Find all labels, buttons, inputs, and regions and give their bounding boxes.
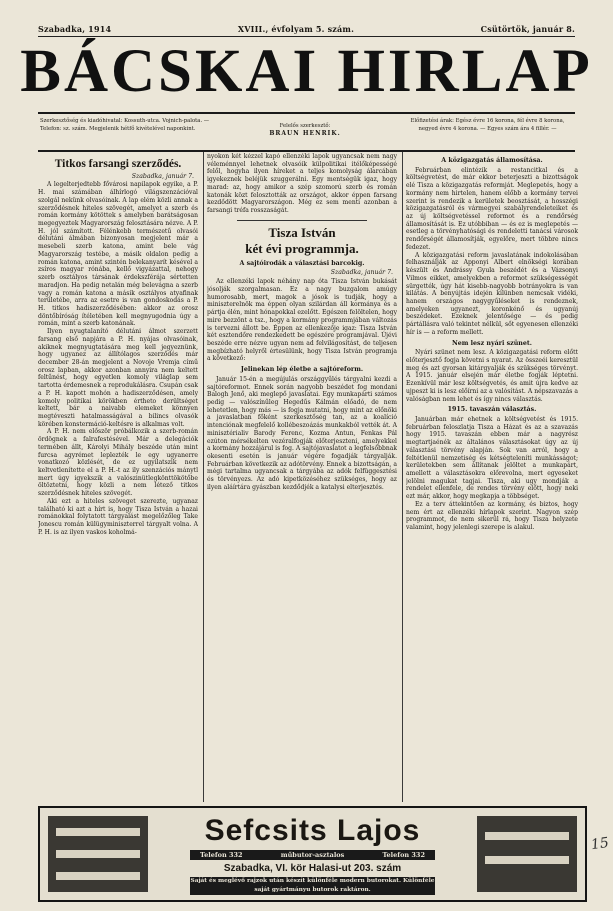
handwritten-margin-note: 15	[590, 834, 611, 854]
ad-tagline: Saját és meglévő rajzok után készít különféle modern butorokat. Különféle saját gyártmányu butorok raktáron.	[190, 878, 435, 893]
column-2	[207, 153, 397, 802]
masthead-title: BÁCSKAI HIRLAP	[20, 38, 593, 105]
article-1-paragraph: A legelterjedtebb fővárosi napilapok egyike, a P. H. mai számában álhírlogó világszenzációval szolgál nekünk olvasóinak. A lap elém közli annak a szerződésnek hiteles szövegét, amelyet a szerb és román kormány kötöttek s amelyben barátságosan megegyeztek Magyarország felosztására nézve. A P. H. jól számított. Félénkebb természetű olvasói délutáni álmában bizonyosan megjelent már a mesebeli szerb katona, amint bele vág Magyarország testébe, a másik oldalon pedig a román katona, amint szintén belekanyarít késével a zsíros magyar rónába, kellő vigyázattal, nehogy szerb osztályos társának érdekszférája sértetten maradjon. Ha pedig netalán még belevágna a szerb vagy a román katona a másik osztályos atyafinak területébe, arra az esetre is van gondoskodás a P. H. titkos hadiszerződésében: akkor az orosz döntőbíróság ítéletében kell megnyugodnia úgy a román, mint a szerb katonának.	[38, 181, 198, 328]
article-1-paragraph: Ilyen nyugtalanító délutáni álmot szerzett farsang első napjára a P. H. nyájas olvasóinak, akiknek megnyugtatására meg kell jegyeznünk, hogy ugyanez az állítólagos szerződés már december 28-án megjelent a Novoje Vremja című orosz lapban, akkor azonban annyira nem keltett feltűnést, hogy egyetlen komoly világlap sem tartotta érdemesnek a reprodukálásra. Csupán csak a P. H. kapott mohón a hadiszerződésen, amely komoly politikai körökben értheto derültséget keltett, bár a naivabb elemeket könnyen megtéveszti hatalmasságával a bilincs olvasók körében konstermáció-keltésre is alkalmas volt.	[38, 328, 198, 428]
furniture-illustration-left	[48, 816, 148, 892]
article-2-dateline: Szabadka, január 7.	[330, 269, 393, 277]
article-2-title-1: Tisza István	[268, 224, 336, 240]
ad-trade: műbutor-asztalos	[280, 851, 345, 859]
header-line	[38, 24, 575, 34]
article-3-paragraph: Februárban elintézik a restancitkal és a költségvetést, de már ekkor beterjeszti a bizottságok elé Tisza a közigazgatás reformját. Meglepetés, hogy a kormány nem hirtelen, hanem előbb a kormány tervei szerint is rendezik a kerületek beosztását, a hosszégi közigazgatásról és vármegyei szabályrendeleteiket és az új költségvetéssel reformot és a rendőrség államosítását is. Ez utóbbiban — és ez is meglepetés — esetleg a törvényhatósági és rendeletti tanácsi városok rendőrségét államosítják, egyelőre, mert többre nincs fedezet.	[406, 166, 578, 251]
info-rule	[38, 150, 575, 152]
ad-phone-right: Telefon 332	[382, 851, 425, 859]
article-2-paragraph: Az ellenzéki lapok néhány nap óta Tisza István bukását jósolják szorgalmasan. Ez a nagy buzgalom amúgy humorosabb, mert, magok a jósok is tudják, hogy a miniszterelnök ma éppen olyan szilárdan áll kormánya és a pártja élén, mint hónapokkal ezelőtt. Egészen felöltelen, hogy mire bezzönt a tsz., hogy a kormány programmjában változás is tervezni állott be. Éppen az ellenkezője igaz: Tisza István két esztendőre rendezkedett be egészére programjával. Újévi beszéde erre nézve ugyan nem ad felvilágosítást, de teljesen megbízható helyről értesülünk, hogy Tisza István programja a következő:	[207, 278, 397, 363]
furniture-illustration-right	[477, 816, 577, 892]
article-3-paragraph: Januárban már ehetnek a költségvetést és 1915. februárban feloszlatja Tisza a Házat és az a szavazás hogy 1915. tavaszán ebben már a nagyrész megtartjaénék az általános választásokat úgy az új választási törvény alapján. Sok van arról, hogy a feltétlenül nemzetiség és kétségteleníti munkásságot; kerületekben sem állítanak jelöltet a munkapárt, amellett a választásokra előrevolna, mert egyeseket jelölni magukat tagjai. Tisza, aki ugy mondják a rendelet ellenfele, de rendes törvény előtt, hogy neki ezt már, akkor, hogy megkapja a többséget.	[406, 416, 578, 501]
article-separator	[237, 220, 367, 221]
article-1-title: Titkos farsangi szerződés.	[54, 158, 182, 170]
article-2-subtitle: A sajtóirodák a választási barcokig.	[239, 259, 365, 267]
article-3-title: A közigazgatás államosítása.	[441, 157, 543, 164]
editor-name: BRAUN HENRIK.	[269, 130, 341, 137]
article-2-paragraph: Január 15-én a megújulás országgyűlés tárgyalni kezdi a sajtóreformot. Ennek során nagyobb beszédet fog mondani Balogh Jenő, aki meglepő javaslatai. Egy munkapárti számos pedig — valószínűleg Hegedűs Kálmán előadó, de nem lehetetlen, hogy más — is fogja mutatni, hogy mint az előnöki a javaslatban főként szerkesztőség tan, az a koalíció intenciónak megfelelő kollébeszoázás munkakból vették át. A minisztérialiv Barody Ferenc, Kozma Antun, Fenkas Pál ezúton mérsékelten vezéralfogják előterjeszteni, amelyekkel a kormány hozzájárul is fog. A sajtójavaslatot a legfelsőbbnak okesenti esetén is január végére fogadják tárgyalják. Februárban következik az adótörvény. Ennek a bizottságán, a mégi tartalma ugyancsak a tárgyába az adók felfüggesztési és törvényezs. Az adó kipetközéséhez szükséges, hogy az ilyen aláírtára gyászban kezdődjék a katalysi elterjesztés.	[207, 375, 397, 491]
header-rule	[38, 36, 575, 37]
advertisement	[38, 806, 587, 902]
article-2-title-2: két évi programmja.	[245, 240, 359, 256]
article-2-subheading: Jelinekan lép életbe a sajtóreform.	[240, 366, 364, 374]
article-3-paragraph: Ez a terv áttekintően az kormány, és biztos, hogy nem ért az ellenzéki hírlapok szerint. Nagyon szép programmot, de nem sikerül rá, hogy Tisza helyzete valamint, hogy jelenlegi szerepe is alakul.	[406, 500, 578, 532]
column-3	[406, 155, 578, 802]
editor-label: Felelős szerkesztő:	[279, 123, 331, 129]
article-1-paragraph: A P. H. nem először próbálkozik a szerb-román ördögnek a falrafestésével. Már a delegációk termében állt, Károlyi Mihály beszéde után mint furcsa agyrémet leplezték le egy ugyanerre vonatkozó közlését, de ez ugyilatszik nem keltvetlenítette el a P. H.-t az ily szenzációs mánytl mert úgy igyekszik a valószinütlegkönttökötőbe öltöztetni, hogy közli a nem létező titkos szerződésnek hiteles szövegét.	[38, 428, 198, 498]
volume: XVIII., évfolyam 5. szám.	[237, 24, 355, 34]
column-1	[38, 157, 198, 802]
editorial-info: Szerkesztőség és kiadóhivatal: Kossuth-utca. Vojnich-palota. — Telefon: sz. szám. Megjelenik hétfő kivételével naponkint.	[40, 118, 210, 132]
article-1-paragraph: Aki ezt a hiteles szöveget szerezte, ugyanaz található ki azt a hírt is, hogy Tisza István a hazai románokkal folytatott tárgyalást megelőzőleg Take Jonescu román külügyminiszterrel tárgyalt volna. A P. H. is az ilyen vaskos koholmá-	[38, 497, 198, 536]
article-3-paragraph: Nyári szünet nem lesz. A közigazgatási reform előtt előterjesztő fogja követni s nyarat. Az összeéi keresztül meg és azt gyorsan kitárgyalják és szükséges törvényt. A 1915. január elsején már életbe fogják léptetni. Ezenkívül már lesz költségvetés, és amit újra kedve az ujpeszt ki is lesz előírni az a valósítást. A népszavazás a valóságban nem lehet és így nincs választás.	[406, 349, 578, 403]
ad-address: Szabadka, VI. kör Halasi-ut 203. szám	[223, 863, 402, 874]
place-date: Szabadka, 1914	[38, 24, 112, 34]
article-3-subheading-2: 1915. tavaszán választás.	[447, 406, 537, 414]
ad-phone-left: Telefon 332	[200, 851, 243, 859]
article-1-dateline: Szabadka, január 7.	[131, 172, 194, 180]
article-1-continuation: nyokon két kézzel kapó ellenzéki lapok ugyancsak nem nagy véleménnyel lehetnek olvasóik külpolitikai itélőképességé felől, hogyha ilyen híreket a teljes komolyság álarcában igyekeznek beléjük szuggerálni. Egy mentségük igaz, hogy marad: az, hogy amikor a szép szomorú szerb és román katonák közt felosztották az országot, akkor éppen farsang kezdődött Magyarországon. Még ez sem menti azonban a farsangi tréfa rosszaságát.	[207, 153, 397, 215]
editor-block	[250, 122, 360, 138]
masthead-rule	[38, 112, 575, 114]
ad-company-name: Sefcsits Lajos	[204, 814, 421, 847]
article-3-subheading-1: Nem lesz nyári szünet.	[452, 339, 532, 347]
ad-phone-bar	[190, 850, 435, 860]
article-3-paragraph: A közigazgatási reform javaslatának indokolásában felhasználják az Apponyi Albert elnökségi korában készült és Andrássy Gyula beszédét és a Vázsonyi Vilmos eikket, amelyekben a reformot szükségességét sürgették, úgy hát kisebb-nagyobb botrányokra is van kilátás. A benyújtás idején kilünben nemcsak vidéki, hanem országos nagygyűléseket is rendeznek, amelyeken ugyanezt, koronkénő és ugyanúj beszédeket. Ezeknek jelentősége — és pedig pártállásra való tekintet nélkül, sőt egyenesen ellenzéki hír is — a reform mellett.	[406, 251, 578, 336]
column-divider-1	[203, 152, 204, 802]
column-divider-2	[402, 152, 403, 802]
subscription-info: Előfizetési árak: Egész évre 16 korona, fél évre 8 korona, negyed évre 4 korona. — Egyes szám ára 4 fillér. —	[410, 118, 565, 132]
issue-day: Csütörtök, január 8.	[480, 24, 575, 34]
